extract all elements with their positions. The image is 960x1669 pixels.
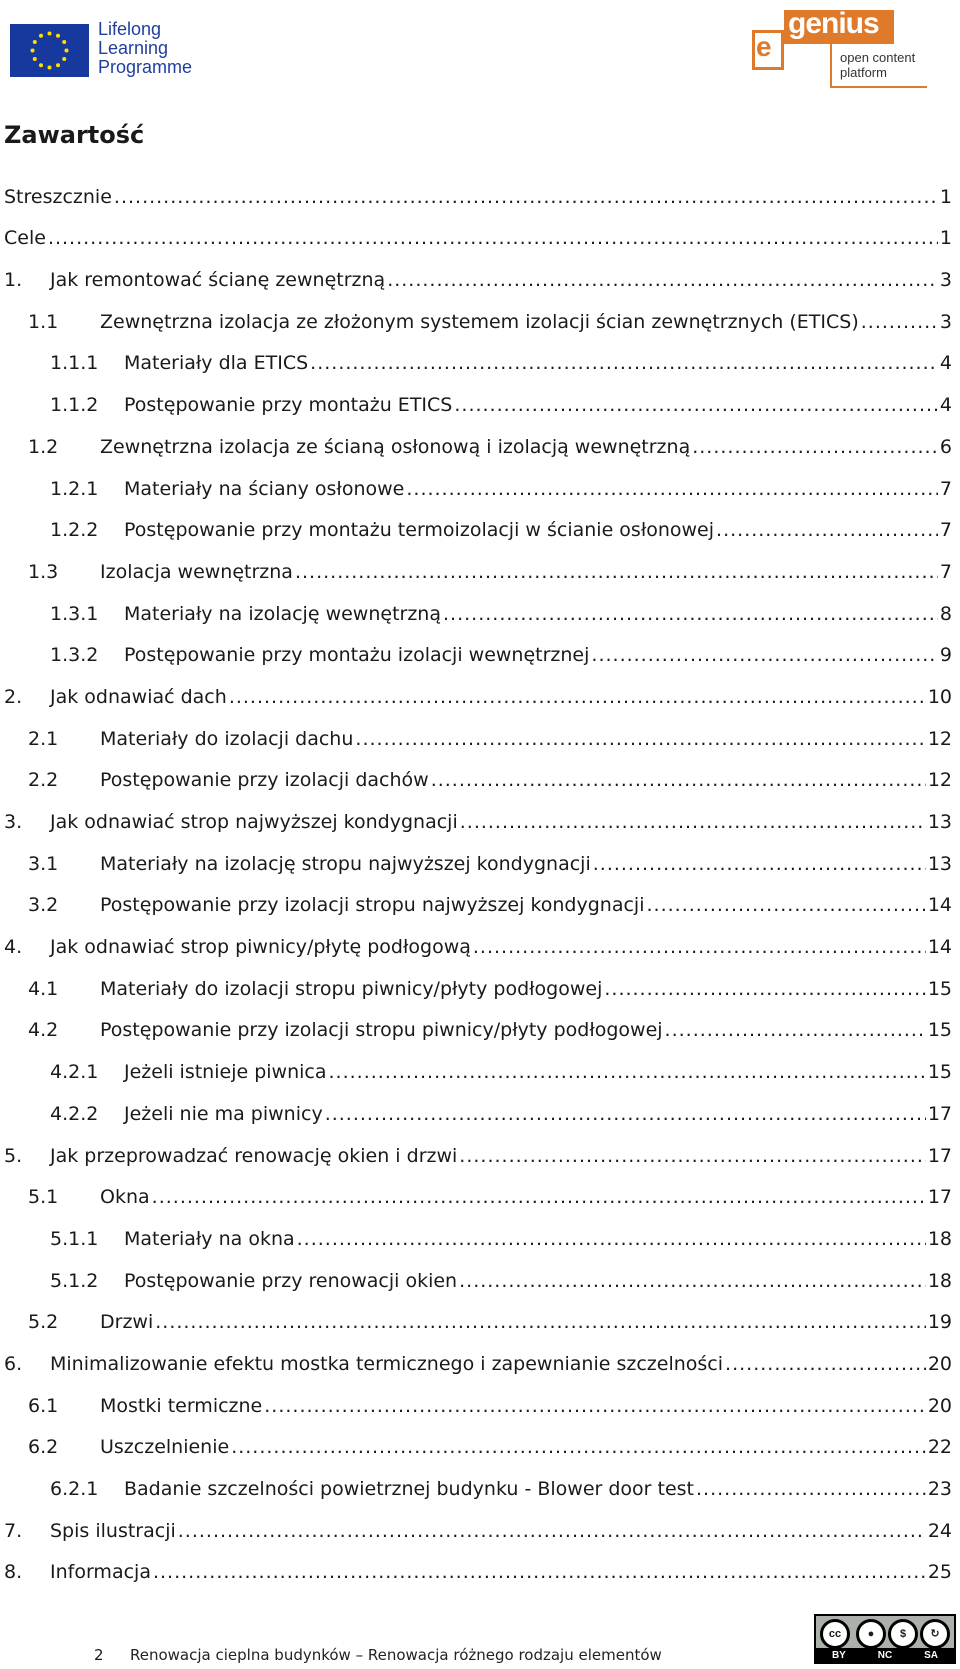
toc-entry-page: 17: [927, 1102, 952, 1125]
toc-entry-page: 6: [939, 435, 952, 458]
toc-entry-title: Badanie szczelności powietrznej budynku - Blower door test: [124, 1478, 695, 1500]
eu-star-icon: [33, 40, 37, 44]
toc-dot-leader: [696, 1478, 926, 1500]
toc-entry-number: 1.2: [28, 435, 59, 458]
toc-entry-page: 25: [927, 1561, 952, 1584]
lifelong-learning-logo: [10, 20, 196, 82]
toc-entry[interactable]: [0, 1506, 960, 1548]
eu-star-icon: [39, 34, 43, 38]
toc-entry-number: 4.1: [28, 977, 59, 1000]
eu-star-icon: [62, 40, 66, 44]
nc-label: NC: [877, 1649, 893, 1661]
toc-entry-page: 17: [927, 1144, 952, 1167]
toc-dot-leader: [325, 1103, 926, 1125]
toc-entry-title: Jeżeli nie ma piwnicy: [124, 1102, 323, 1125]
toc-entry-number: 1.2.2: [50, 519, 99, 542]
toc-entry-number: 6.: [4, 1352, 23, 1375]
toc-entry[interactable]: [0, 589, 960, 631]
footer-page-number: 2: [94, 1646, 104, 1664]
toc-entry-title: Postępowanie przy izolacji stropu najwyższej kondygnacji: [100, 894, 645, 917]
toc-entry-number: 5.1: [28, 1186, 59, 1209]
toc-entry-number: 1.1.1: [50, 352, 99, 375]
toc-entry-title: Spis ilustracji: [50, 1519, 176, 1542]
logo-tagline: open content platform: [840, 50, 916, 80]
toc-dot-leader: [473, 936, 926, 958]
toc-entry-page: 3: [939, 269, 952, 292]
toc-entry-number: 1.3.2: [50, 644, 99, 667]
eu-star-icon: [56, 34, 60, 38]
toc-entry[interactable]: [0, 1214, 960, 1256]
toc-entry[interactable]: [0, 964, 960, 1006]
toc-entry-page: 1: [939, 185, 952, 208]
toc-entry-page: 3: [939, 310, 952, 333]
toc-entry-title: Jak odnawiać strop najwyższej kondygnacji: [50, 811, 458, 833]
toc-dot-leader: [692, 436, 938, 458]
toc-dot-leader: [406, 478, 938, 500]
toc-dot-leader: [329, 1061, 926, 1083]
toc-dot-leader: [387, 269, 938, 291]
toc-entry[interactable]: [0, 714, 960, 756]
toc-entry-title: Izolacja wewnętrzna: [100, 560, 293, 583]
toc-entry[interactable]: [0, 422, 960, 464]
toc-entry[interactable]: [0, 1131, 960, 1173]
toc-entry-page: 7: [939, 519, 952, 542]
toc-entry-page: 23: [927, 1478, 952, 1500]
toc-dot-leader: [297, 1228, 926, 1250]
toc-entry-number: 8.: [4, 1561, 23, 1584]
toc-entry-number: 4.2: [28, 1019, 59, 1042]
toc-entry-title: Jak przeprowadzać renowację okien i drzwi: [50, 1144, 458, 1167]
logo-e-letter: e: [756, 31, 772, 62]
toc-title: Zawartość: [4, 121, 145, 149]
toc-dot-leader: [459, 1145, 926, 1167]
toc-entry-page: 1: [939, 227, 952, 250]
toc-entry-title: Informacja: [50, 1561, 151, 1584]
toc-entry[interactable]: [0, 881, 960, 923]
toc-entry[interactable]: [0, 1256, 960, 1298]
toc-entry-number: 2.1: [28, 727, 59, 750]
toc-entry[interactable]: [0, 1381, 960, 1423]
toc-entry-page: 15: [927, 1061, 952, 1084]
egenius-logo: [752, 4, 927, 90]
toc-entry-title: Jeżeli istnieje piwnica: [124, 1061, 327, 1084]
toc-entry[interactable]: [0, 922, 960, 964]
creative-commons-license-icon: [814, 1614, 956, 1664]
toc-entry-title: Jak odnawiać strop piwnicy/płytę podłogową: [50, 936, 471, 959]
toc-entry[interactable]: [0, 1047, 960, 1089]
toc-entry-number: 1.3: [28, 560, 59, 583]
toc-entry-page: 14: [927, 894, 952, 917]
toc-entry[interactable]: [0, 756, 960, 798]
toc-entry-page: 20: [927, 1394, 952, 1417]
toc-entry-number: 1.1: [28, 310, 59, 333]
toc-entry-page: 8: [939, 602, 952, 625]
eu-star-icon: [33, 57, 37, 61]
toc-entry-title: Materiały na izolację stropu najwyższej kondygnacji: [100, 852, 591, 875]
toc-entry[interactable]: [0, 631, 960, 673]
toc-entry-page: 7: [939, 560, 952, 583]
toc-entry-number: 6.1: [28, 1394, 59, 1417]
by-label: BY: [831, 1649, 846, 1661]
toc-entry-title: Cele: [4, 227, 46, 250]
toc-entry-number: 1.: [4, 269, 23, 292]
toc-entry-number: 5.: [4, 1144, 23, 1167]
toc-entry-title: Postępowanie przy renowacji okien: [124, 1269, 458, 1292]
logo-line-2: Learning: [98, 38, 169, 58]
toc-entry[interactable]: [0, 339, 960, 381]
toc-entry[interactable]: [0, 672, 960, 714]
toc-entry-number: 2.2: [28, 769, 59, 792]
toc-dot-leader: [264, 1395, 926, 1417]
toc-dot-leader: [725, 1353, 926, 1375]
toc-dot-leader: [604, 978, 925, 1000]
toc-entry-number: 4.: [4, 936, 23, 959]
by-icon: ●: [856, 1619, 886, 1649]
toc-entry-title: Zewnętrzna izolacja ze ścianą osłonową i izolacją wewnętrzną: [100, 435, 691, 458]
toc-entry-title: Postępowanie przy izolacji dachów: [100, 769, 429, 792]
toc-entry-number: 3.: [4, 811, 23, 833]
toc-entry-number: 3.1: [28, 852, 59, 875]
toc-dot-leader: [229, 686, 926, 708]
toc-entry-page: 4: [939, 352, 952, 375]
toc-entry-title: Materiały na izolację wewnętrzną: [124, 602, 441, 625]
toc-entry-title: Materiały do izolacji stropu piwnicy/płyty podłogowej: [100, 977, 603, 1000]
toc-entry[interactable]: [0, 839, 960, 881]
toc-dot-leader: [310, 352, 938, 374]
toc-entry[interactable]: [0, 255, 960, 297]
toc-entry-number: 7.: [4, 1519, 23, 1542]
toc-entry-number: 5.2: [28, 1311, 59, 1334]
toc-dot-leader: [152, 1186, 926, 1208]
toc-entry-number: 1.2.1: [50, 477, 99, 500]
toc-entry[interactable]: [0, 1173, 960, 1215]
toc-dot-leader: [593, 853, 926, 875]
toc-dot-leader: [459, 1270, 926, 1292]
sa-label: SA: [924, 1649, 939, 1661]
eu-star-icon: [62, 57, 66, 61]
logo-line-3: Programme: [98, 57, 193, 77]
toc-entry-page: 22: [927, 1436, 952, 1459]
cc-icon: cc: [820, 1619, 850, 1649]
toc-entry-number: 5.1.1: [50, 1227, 99, 1250]
toc-entry-number: 5.1.2: [50, 1269, 99, 1292]
toc-dot-leader: [443, 603, 938, 625]
toc-dot-leader: [665, 1019, 926, 1041]
toc-entry-page: 15: [927, 1019, 952, 1042]
toc-entry-page: 17: [927, 1186, 952, 1209]
toc-entry[interactable]: [0, 214, 960, 256]
toc-dot-leader: [355, 728, 925, 750]
toc-entry-title: Materiały na ściany osłonowe: [124, 477, 405, 500]
toc-entry-number: 4.2.2: [50, 1102, 99, 1125]
toc-dot-leader: [460, 811, 926, 833]
toc-entry-title: Okna: [100, 1186, 150, 1209]
toc-entry[interactable]: [0, 1089, 960, 1131]
toc-entry-title: Minimalizowanie efektu mostka termicznego i zapewnianie szczelności: [50, 1352, 724, 1375]
eu-star-icon: [48, 66, 52, 70]
toc-entry-title: Streszcznie: [4, 185, 112, 208]
toc-entry-title: Drzwi: [100, 1311, 154, 1334]
toc-entry-title: Postępowanie przy izolacji stropu piwnicy/płyty podłogowej: [100, 1019, 663, 1042]
toc-entry-title: Materiały dla ETICS: [124, 352, 309, 375]
toc-entry[interactable]: [0, 1464, 960, 1506]
toc-entry-page: 20: [927, 1352, 952, 1375]
toc-entry-page: 18: [927, 1269, 952, 1292]
toc-dot-leader: [153, 1561, 926, 1583]
toc-entry-page: 9: [939, 644, 952, 667]
toc-dot-leader: [155, 1311, 926, 1333]
toc-dot-leader: [231, 1436, 926, 1458]
toc-entry-number: 6.2.1: [50, 1478, 99, 1500]
toc-entry[interactable]: [0, 1548, 960, 1590]
toc-dot-leader: [454, 394, 938, 416]
toc-entry-page: 7: [939, 477, 952, 500]
toc-entry[interactable]: [0, 1339, 960, 1381]
toc-entry-page: 12: [927, 727, 952, 750]
toc-dot-leader: [295, 561, 938, 583]
toc-dot-leader: [716, 519, 938, 541]
toc-entry-number: 1.3.1: [50, 602, 99, 625]
nc-icon: $: [888, 1619, 918, 1649]
toc-entry-number: 6.2: [28, 1436, 59, 1459]
toc-entry-page: 13: [927, 852, 952, 875]
toc-entry-title: Zewnętrzna izolacja ze złożonym systemem izolacji ścian zewnętrznych (ETICS): [100, 310, 859, 333]
logo-name: genius: [788, 7, 879, 40]
toc-entry-title: Materiały na okna: [124, 1227, 295, 1250]
logo-line-1: Lifelong: [98, 19, 162, 39]
toc-entry-page: 24: [927, 1519, 952, 1542]
toc-dot-leader: [591, 644, 938, 666]
toc-entry[interactable]: [0, 547, 960, 589]
toc-entry[interactable]: [0, 1298, 960, 1340]
table-of-contents: [0, 172, 960, 1589]
toc-entry[interactable]: [0, 1006, 960, 1048]
toc-entry[interactable]: [0, 172, 960, 214]
toc-dot-leader: [48, 227, 938, 249]
toc-dot-leader: [178, 1520, 926, 1542]
eu-star-icon: [65, 49, 69, 53]
toc-entry-page: 15: [927, 977, 952, 1000]
toc-dot-leader: [647, 894, 926, 916]
toc-entry-page: 12: [927, 769, 952, 792]
toc-dot-leader: [861, 311, 938, 333]
toc-entry-page: 10: [927, 685, 952, 708]
toc-entry-number: 1.1.2: [50, 394, 99, 417]
toc-entry-title: Postępowanie przy montażu termoizolacji w ścianie osłonowej: [124, 519, 715, 542]
eu-star-icon: [39, 63, 43, 67]
toc-entry-title: Materiały do izolacji dachu: [100, 727, 354, 750]
toc-entry-page: 19: [927, 1311, 952, 1334]
toc-entry-title: Postępowanie przy montażu ETICS: [124, 394, 453, 417]
sa-icon: ↻: [920, 1619, 950, 1649]
toc-entry-page: 13: [927, 811, 952, 833]
toc-entry-title: Uszczelnienie: [100, 1436, 230, 1459]
eu-star-icon: [31, 49, 35, 53]
toc-entry-number: 2.: [4, 685, 23, 708]
toc-entry-number: 4.2.1: [50, 1061, 99, 1084]
toc-entry[interactable]: [0, 464, 960, 506]
toc-entry-title: Mostki termiczne: [100, 1394, 263, 1417]
toc-entry[interactable]: [0, 1423, 960, 1465]
eu-star-icon: [56, 63, 60, 67]
eu-star-icon: [48, 32, 52, 36]
toc-entry-page: 18: [927, 1227, 952, 1250]
toc-entry-title: Jak odnawiać dach: [50, 685, 227, 708]
toc-entry-number: 3.2: [28, 894, 59, 917]
toc-entry[interactable]: [0, 506, 960, 548]
eu-flag-icon: [10, 24, 89, 77]
toc-entry-page: 14: [927, 936, 952, 959]
toc-dot-leader: [431, 769, 926, 791]
toc-entry-title: Postępowanie przy montażu izolacji wewnętrznej: [124, 644, 590, 667]
footer-text: Renowacja cieplna budynków – Renowacja różnego rodzaju elementów: [130, 1646, 662, 1664]
toc-entry[interactable]: [0, 380, 960, 422]
toc-dot-leader: [114, 186, 938, 208]
toc-entry[interactable]: [0, 297, 960, 339]
toc-entry-title: Jak remontować ścianę zewnętrzną: [50, 269, 386, 292]
toc-entry-page: 4: [939, 394, 952, 417]
toc-entry[interactable]: [0, 797, 960, 839]
